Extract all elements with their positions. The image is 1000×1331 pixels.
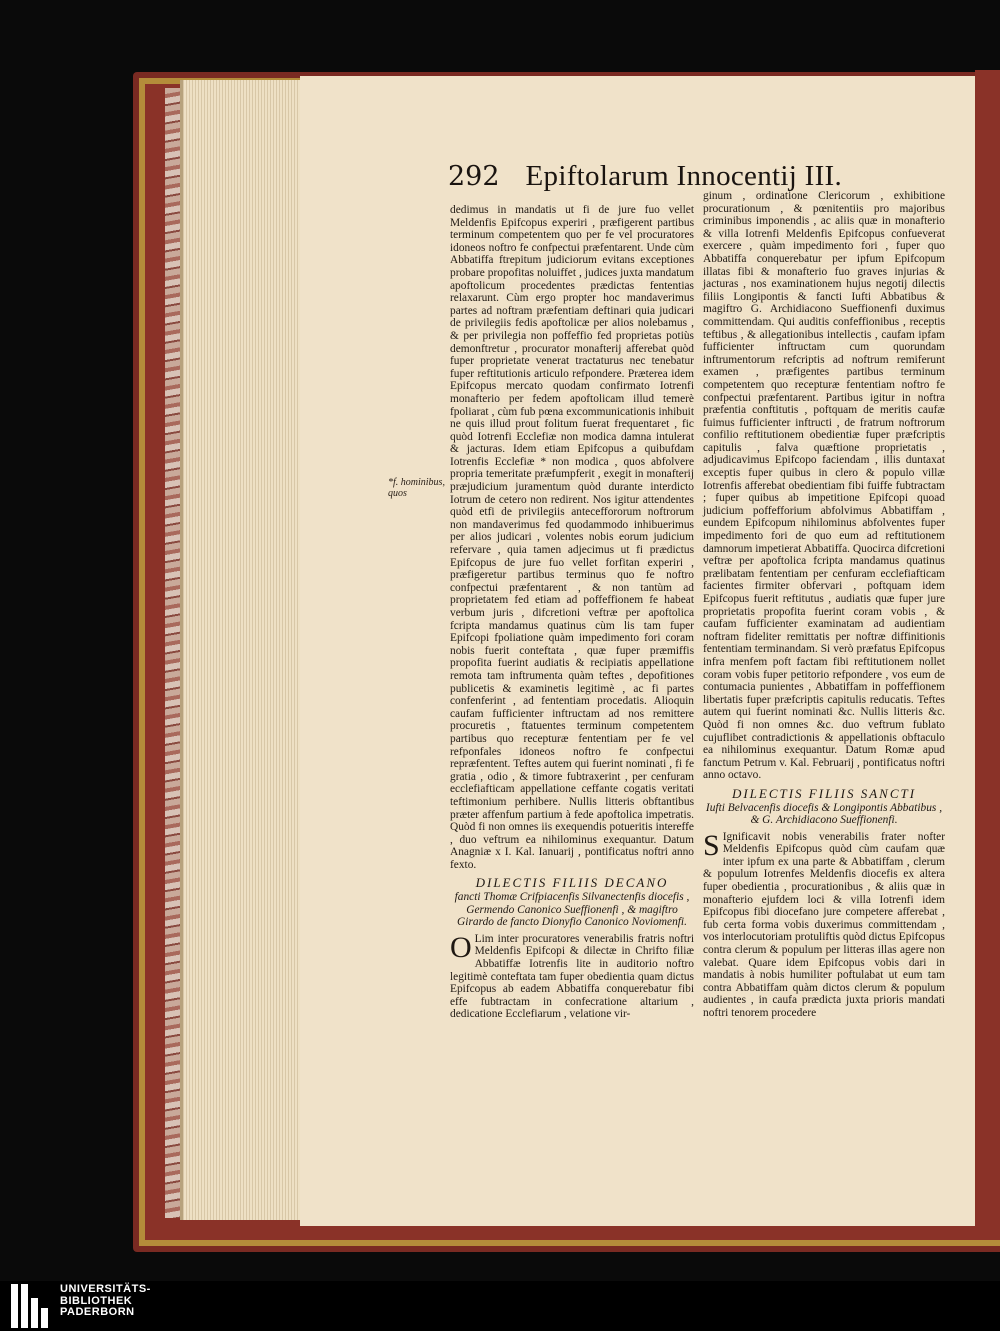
logo-line-3: PADERBORN	[60, 1306, 135, 1318]
right-letter-heading	[703, 785, 945, 827]
left-heading-rest: fancti Thomæ Crifpiacenfis Silvanectenfis diocefis , Germendo Canonico Sueffionenfi , & magiftro Girardo de fancto Dionyfio Canonico Noviomenfi.	[454, 891, 690, 929]
logo-line-1: UNIVERSITÄTS-	[60, 1283, 151, 1295]
right-heading-caps: DILECTIS FILIIS SANCTI	[731, 785, 917, 801]
right-body-1: ginum , ordinatione Clericorum , exhibitione procurationum , & pœnitentiis pro majoribus criminibus imponendis , ac aliis quæ in monafterio & villa Iotrenfi Meldenfis Epifcopus confueverat exercere , quàm impedimento fori , fuper quo Abbatiffa conquerebatur per ipfum Epifcopum illatas fibi & monafterio fuo graves injurias & jacturas , nos examinationem hujus negotij dilectis filiis Longipontis & fancti Iufti Abbatibus & magiftro G. Archidiacono Sueffionenfi duximus committendam. Qui auditis confeffionibus , receptis teftibus , & allegationibus intellectis , caufam ipfam fufficienter inftructam cum quorundam inftrumentorum refcriptis ad noftrum remiferunt examen , præfigentes partibus terminum competentem quo recepturæ fententiam noftro fe confpectui præfentarent. Partibus igitur in noftra præfentia conftitutis , poftquam de meritis caufæ fuimus fufficienter inftructi , de fratrum noftrorum confilio reftitutionem obedientiæ fuper præfcriptis capitulis , falva quæftione proprietatis , adjudicavimus Epifcopo faciendam , illis duntaxat exceptis fuper quibus in clero & populo villæ Iotrenfis afferebat obedientiam fibi fuiffe fubtractam ; fuper quibus ab impetitione Epifcopi quoad judicium poffefforium abfolvimus Abbatiffam , eundem Epifcopum nihilominus abfolventes fuper impedimento fori de quo eum ad reftitutionem damnorum impetierat Abbatiffa. Quocirca difcretioni veftræ per apoftolica fcripta mandamus quatinus prælibatam fententiam per cenfuram ecclefiafticam facientes firmiter obfervari , poftquam idem Epifcopus fuerit reftitutus , audiatis quæ fuper jure proprietatis propofita fuerint coram vobis , & caufam fufficienter examinatam ad audientiam noftram fideliter remittatis per noftræ diffinitionis fententiam terminandam. Si verò præfatus Epifcopus infra menfem poft factam fibi reftitutionem nollet coram vobis fuper petitorio refpondere , vos eum de contumacia punientes , Abbatiffam in poffeffionem libertatis fuper præfcriptis capitulis reducatis. Teftes autem qui fuerint nominati &c. Nullis litteris &c. Quòd fi non omnes &c. duo veftrum fublato cujuflibet contradictionis & appellationis obftaculo ea nihilominus exequantur. Datum Romæ apud fanctum Petrum v. Kal. Februarij , pontificatus noftri anno octavo.	[703, 190, 945, 782]
left-body-1: dedimus in mandatis ut fi de jure fuo vellet Meldenfis Epifcopus experiri , præfigerent partibus terminum competentem quo per fe vel procuratores idoneos noftro fe confpectui præfentarent. Unde cùm Abbatiffa ftrepitum judiciorum evitans exceptiones probare propofitas noluiffet , judices juxta mandatum apoftolicum procedentes prædictas fententias relaxarunt. Cùm ergo propter hoc mandaverimus partes ad noftram præfentiam deftinari quia judicari de privilegiis fedis apoftolicæ per alios nolebamus , & per privilegia non poffeffio fed proprietas potiùs demonftretur , procurator monafterij afferebat quòd fuper proprietate venerat tractaturus nec tenebatur fuper reftitutionis articulo refpondere. Præterea idem Epifcopus mercato quodam confirmato Iotrenfi monafterio per fedem apoftolicam illud temerè fpoliarat , cùm fub pœna excommunicationis inhibuit ne quis illud prout folitum fuerat frequentaret , fic quòd Iotrenfi Ecclefiæ non modica damna intulerat & jacturas. Idem etiam Epifcopus a quibufdam Iotrenfis Ecclefiæ * non modica , quos abfolvere propria temeritate præfumpferit , exegit in monafterij præjudicium juramentum quòd durante interdicto Iotrum de cetero non redirent. Nos igitur attendentes quòd etfi de privilegiis anteceffororum noftrorum non mandaverimus fed quodammodo inhibuerimus per alios judicari , volentes nobis eorum judicium refervare , quia tamen adjecimus ut fi prædictus Epifcopus de jure fuo vellet forfitan experiri , præfigeretur partibus terminus quo fe noftro confpectui præfentarent , & non tantùm ad proprietatem fed etiam ad poffeffionem fe habeat verbum juris , difcretioni veftræ per apoftolica fcripta mandamus quatinus cùm lis tam fuper Epifcopi fpoliatione quàm impedimento fori coram nobis fuerit conteftata , quæ fuper præmiffis propofita fuerint audiatis & recipiatis appellatione remota tam inftrumenta quàm teftes , depofitiones publicetis & examinetis legitimè , ac fi partes confenferint , ad fententiam procedatis. Alioquin caufam fufficienter inftructam ad nos remittere procuretis , ftatuentes terminum competentem partibus quo recepturæ fententiam per fe vel refponfales idoneos noftro fe confpectui repræfentent. Teftes autem qui fuerint nominati , fi fe gratia , odio , & timore fubtraxerint , per cenfuram ecclefiafticam appellatione ceffante cogatis veritati teftimonium perhibere. Nullis litteris obftantibus præter affenfum partium à fede apoftolica impetratis. Quòd fi non omnes iis exequendis potueritis intereffe , duo veftrum ea nihilominus exequantur. Datum Anagniæ x I. Kal. Ianuarij , pontificatus noftri anno fexto.	[450, 204, 694, 871]
right-column	[703, 190, 945, 1020]
left-body-2	[450, 930, 694, 1021]
cover-right-edge	[975, 70, 1000, 1230]
library-logo-icon	[11, 1284, 51, 1328]
logo-line-2: BIBLIOTHEK	[60, 1294, 133, 1307]
right-drop-cap: S	[703, 828, 720, 862]
right-body-2-text: Ignificavit nobis venerabilis frater nofter Meldenfis Epifcopus quòd cùm caufam quæ inter ipfum ex una parte & Abbatiffam , clerum & populum Iotrenfes Meldenfis diocefis ex altera fuper obedientia , procurationibus , & aliis quæ in monafterio ejufdem loci & villa Iotrenfi idem Epifcopus fibi diocefano jure competere afferebat , fub certa forma vobis duxerimus committendam , vos interlocutoriam protuliftis quòd dictus Epifcopus contra clerum & populum per litteras illas agere non valebat. Quare idem Epifcopus vobis dari in mandatis à nobis humiliter poftulabat ut eum tam contra Abbatiffam quàm dictos clerum & populum audientes , in caufa prædicta juxta prioris mandati noftri tenorem procedere	[703, 830, 945, 1019]
margin-note: *f. hominibus, quos	[388, 477, 445, 499]
left-heading-caps: DILECTIS FILIIS DECANO	[475, 875, 669, 891]
left-letter-heading	[450, 877, 694, 928]
right-body-2	[703, 828, 945, 1020]
page-stack-edge	[180, 80, 308, 1220]
page-number: 292	[448, 161, 500, 192]
left-body-2-text: Lim inter procuratores venerabilis fratris noftri Meldenfis Epifcopi & dilectæ in Chrifto filiæ Abbatiffæ Iotrenfis lite in auditorio noftro legitimè conteftata tam fuper obedientia quam dictus Epifcopus ab eadem Abbatiffa conquerebatur fibi effe fubtractam in confecratione altarium , dedicatione Ecclefiarum , velatione vir-	[450, 932, 694, 1021]
running-title: Epiftolarum Innocentij III.	[525, 160, 843, 192]
left-column	[450, 204, 694, 1021]
left-drop-cap: O	[450, 930, 472, 964]
library-logo-text	[60, 1284, 151, 1319]
right-heading-rest: Iufti Belvacenfis diocefis & Longipontis Abbatibus , & G. Archidiacono Sueffionenfi.	[705, 801, 943, 827]
